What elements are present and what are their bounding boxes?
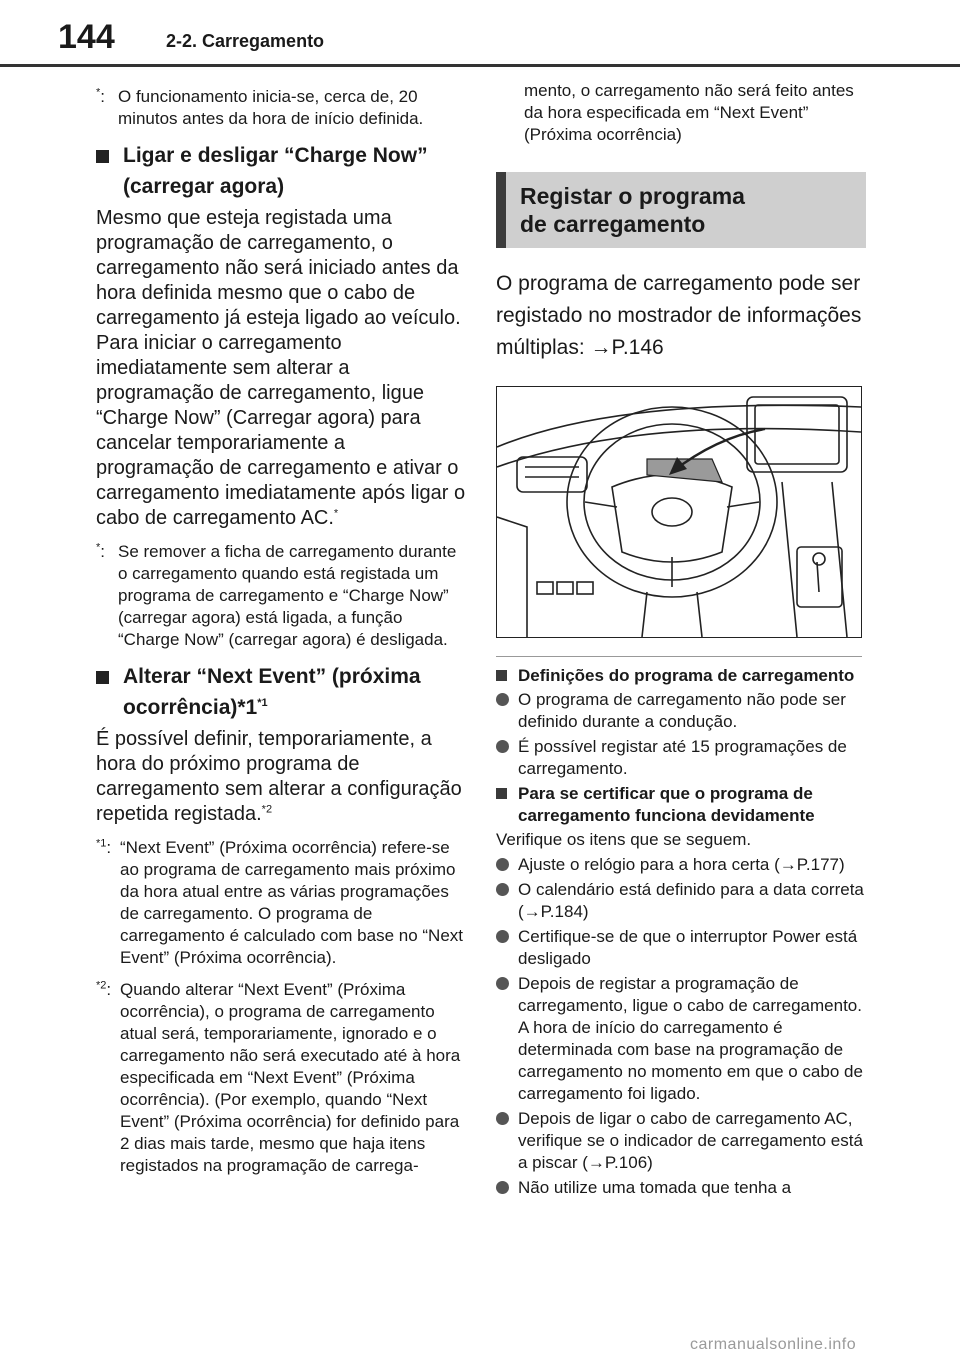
verify-intro: Verifique os itens que se seguem. (496, 830, 752, 849)
list-item: Não utilize uma tomada que tenha a (496, 1177, 866, 1199)
footnote-marker: $^{*1}$: (96, 837, 112, 857)
section-box-title: Registar o programa de carregamento (520, 183, 745, 237)
bullet-dot-icon (496, 930, 509, 943)
bullet-dot-icon (496, 693, 509, 706)
footnote-1 (96, 837, 466, 969)
bullet-dot-icon (496, 858, 509, 871)
footnote-marker: *: (96, 541, 106, 561)
square-bullet-icon (96, 671, 109, 684)
list-item: O calendário está definido para a data correta (→P.184) (496, 879, 866, 923)
bullet-dot-icon (496, 883, 509, 896)
bullet-dot-icon (496, 977, 509, 990)
divider (496, 656, 862, 657)
footnote-marker: *: (96, 86, 106, 106)
square-bullet-icon (496, 670, 507, 681)
heading-next-event: Alterar “Next Event” (próxima ocorrência)*1$^{*1}$ (96, 661, 466, 723)
footnote-text: “Next Event” (Próxima ocorrência) refere-se ao programa de carregamento mais próximo da hora atual entre as várias programações de carregamento. O programa de carregamento é calculado com base no “Next Event” (Próxima ocorrência). (120, 838, 464, 967)
footnote-charge-now (96, 541, 466, 651)
heading-charge-now: Ligar e desligar “Charge Now” (carregar agora) (96, 140, 466, 202)
footnote-text: O funcionamento inicia-se, cerca de, 20 minutos antes da hora de início definida. (118, 87, 424, 128)
section-box (496, 172, 866, 248)
footnote-text: Quando alterar “Next Event” (Próxima ocorrência), o programa de carregamento atual será, temporariamente, ignorado e o carregamento não será executado até à hora especificada em “Next Event” (Próxima ocorrência). (Por exemplo, quando “Next Event” (Próxima ocorrência) for definido para 2 dias mais tarde, mesmo que haja itens registados na programação de carrega- (120, 980, 461, 1175)
steering-wheel-illustration-icon (497, 387, 861, 637)
section-title: 2-2. Carregamento (166, 31, 325, 51)
list-item: Ajuste o relógio para a hora certa (→P.177) (496, 854, 866, 876)
paragraph-next-event: É possível definir, temporariamente, a hora do próximo programa de carregamento sem alterar a configuração repetida registada.$^{*2}$ (96, 728, 462, 825)
list-item: Certifique-se de que o interruptor Power está desligado (496, 926, 866, 970)
footnote-continuation: mento, o carregamento não será feito antes da hora especificada em “Next Event” (Próxima ocorrência) (524, 81, 854, 144)
left-column (96, 86, 466, 1187)
heading-settings: Definições do programa de carregamento (496, 665, 866, 687)
dashboard-illustration (496, 386, 862, 638)
heading-verify: Para se certificar que o programa de carregamento funciona devidamente (496, 783, 866, 827)
watermark: carmanualsonline.info (690, 1336, 857, 1353)
list-item: É possível registar até 15 programações de carregamento. (496, 736, 866, 780)
footnote-intro (96, 86, 466, 130)
list-item: Depois de registar a programação de carregamento, ligue o cabo de carregamento. A hora de início do carregamento é determinada com base na programação de carregamento no momento em que o cabo de carregamento foi ligado. (496, 973, 866, 1105)
paragraph-register: O programa de carregamento pode ser registado no mostrador de informações múltiplas: →P.146 (496, 272, 862, 359)
list-item: O programa de carregamento não pode ser definido durante a condução. (496, 689, 866, 733)
page-header (0, 0, 960, 66)
bullet-dot-icon (496, 1181, 509, 1194)
paragraph-charge-now: Mesmo que esteja registada uma programação de carregamento, o carregamento não será iniciado antes da hora definida mesmo que o cabo de carregamento já esteja ligado ao veículo. Para iniciar o carregamento imediatamente sem alterar a programação de carregamento, ligue “Charge Now” (Carregar agora) para cancelar temporariamente a programação de carregamento e ativar o carregamento imediatamente após ligar o cabo de carregamento AC.* (96, 207, 466, 529)
list-item: Depois de ligar o cabo de carregamento AC, verifique se o indicador de carregamento está a piscar (→P.106) (496, 1108, 866, 1174)
square-bullet-icon (96, 150, 109, 163)
footnote-text: Se remover a ficha de carregamento durante o carregamento quando está registada um programa de carregamento e “Charge Now” (carregar agora) está ligada, a função “Charge Now” (carregar agora) é desligada. (118, 542, 457, 649)
page-number: 144 (58, 18, 115, 56)
right-column (496, 66, 866, 1202)
footnote-2 (96, 979, 466, 1177)
bullet-dot-icon (496, 1112, 509, 1125)
footnote-marker: $^{*2}$: (96, 979, 112, 999)
square-bullet-icon (496, 788, 507, 799)
bullet-dot-icon (496, 740, 509, 753)
